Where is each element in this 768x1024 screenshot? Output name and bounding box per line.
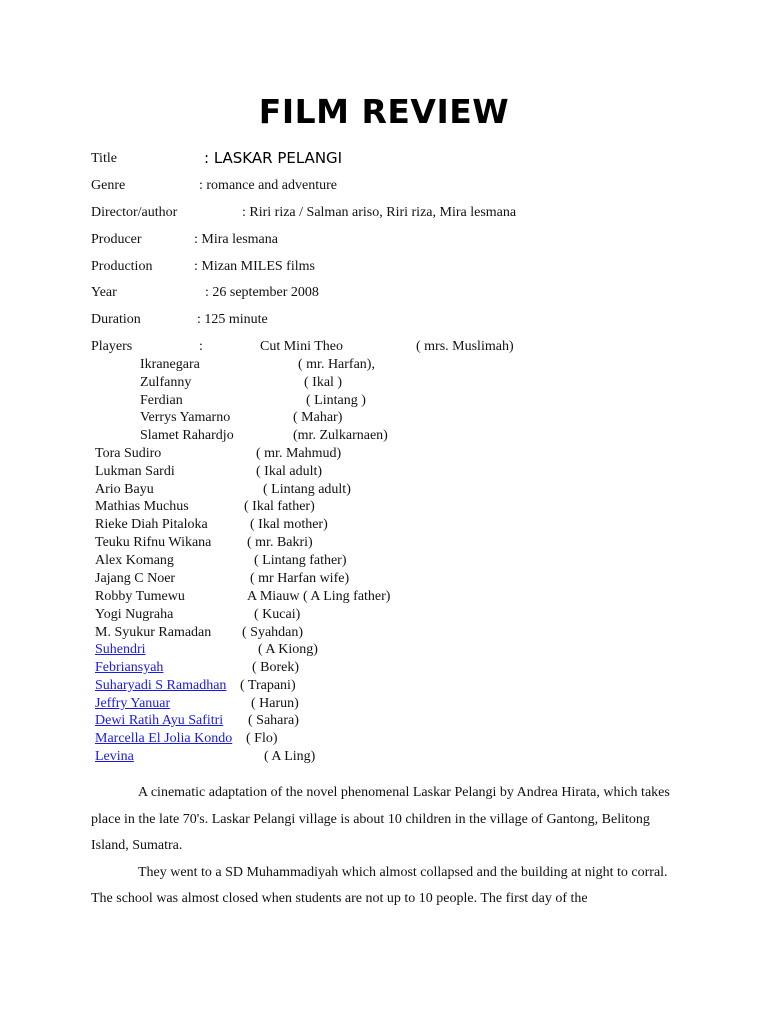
players-label: Players	[91, 339, 133, 354]
cast-role: ( Lintang )	[306, 393, 366, 408]
page-title: FILM REVIEW	[258, 92, 510, 131]
review-paragraph: A cinematic adaptation of the novel phenomenal Laskar Pelangi by Andrea Hirata, which takes place in the late 70's. Laskar Pelangi village is about 10 children in the village of Gantong, Belitong Island, Sumatra.	[91, 785, 670, 854]
cast-role: ( mr Harfan wife)	[250, 571, 350, 586]
year-label: Year	[91, 285, 117, 300]
title-label: Title	[91, 151, 117, 166]
cast-role: ( Ikal father)	[244, 499, 315, 514]
cast-actor-link[interactable]: Jeffry Yanuar	[95, 696, 171, 711]
cast-role: ( Harun)	[251, 696, 299, 711]
year-value: : 26 september 2008	[205, 285, 319, 300]
cast-actor: Tora Sudiro	[95, 446, 162, 461]
production-value: : Mizan MILES films	[194, 259, 315, 274]
cast-role: ( Sahara)	[248, 713, 299, 728]
cast-actor: Ikranegara	[140, 357, 200, 372]
cast-actor: Robby Tumewu	[95, 589, 185, 604]
cast-actor: Jajang C Noer	[95, 571, 176, 586]
cast-actor: Cut Mini Theo	[260, 339, 343, 354]
cast-role: ( mr. Bakri)	[247, 535, 313, 550]
director-value: : Riri riza / Salman ariso, Riri riza, Mira lesmana	[242, 205, 517, 220]
cast-role: ( mr. Harfan),	[298, 357, 375, 372]
cast-actor: Mathias Muchus	[95, 499, 189, 514]
cast-role: ( Mahar)	[293, 410, 343, 425]
producer-label: Producer	[91, 232, 142, 247]
duration-value: : 125 minute	[197, 312, 268, 327]
director-label: Director/author	[91, 205, 178, 220]
cast-actor: Alex Komang	[95, 553, 174, 568]
cast-actor: Slamet Rahardjo	[140, 428, 234, 443]
cast-role: ( Lintang father)	[254, 553, 347, 568]
cast-actor: Verrys Yamarno	[140, 410, 231, 425]
review-paragraph: They went to a SD Muhammadiyah which almost collapsed and the building at night to corral. The school was almost closed when students are not up to 10 people. The first day of the	[91, 864, 668, 907]
cast-actor: Ario Bayu	[95, 482, 154, 497]
cast-role: ( mrs. Muslimah)	[416, 339, 514, 354]
players-colon: :	[199, 339, 203, 354]
cast-actor-link[interactable]: Suhendri	[95, 642, 146, 657]
genre-value: : romance and adventure	[199, 178, 337, 193]
duration-label: Duration	[91, 312, 141, 327]
cast-role: (mr. Zulkarnaen)	[293, 428, 388, 443]
cast-role: ( A Kiong)	[258, 642, 318, 657]
cast-actor: Lukman Sardi	[95, 464, 175, 479]
cast-actor: Yogi Nugraha	[95, 607, 174, 622]
cast-role: ( Kucai)	[254, 607, 301, 622]
cast-role: ( mr. Mahmud)	[256, 446, 342, 461]
cast-role: ( Trapani)	[240, 678, 296, 693]
review-body	[91, 780, 681, 913]
genre-label: Genre	[91, 178, 126, 193]
producer-value: : Mira lesmana	[194, 232, 278, 247]
production-label: Production	[91, 259, 153, 274]
cast-role: ( Syahdan)	[242, 625, 304, 640]
cast-actor-link[interactable]: Levina	[95, 749, 134, 764]
title-value: : LASKAR PELANGI	[204, 149, 343, 167]
cast-actor-link[interactable]: Febriansyah	[95, 660, 164, 675]
cast-role: ( Ikal )	[304, 375, 343, 390]
cast-actor: M. Syukur Ramadan	[95, 625, 212, 640]
cast-actor: Rieke Diah Pitaloka	[95, 517, 208, 532]
cast-role: ( Flo)	[246, 731, 278, 746]
cast-actor-link[interactable]: Suharyadi S Ramadhan	[95, 678, 227, 693]
cast-actor-link[interactable]: Marcella El Jolia Kondo	[95, 731, 233, 746]
cast-role: ( Ikal mother)	[250, 517, 328, 532]
cast-actor-link[interactable]: Dewi Ratih Ayu Safitri	[95, 713, 224, 728]
cast-actor: Ferdian	[140, 393, 183, 408]
cast-role: ( Borek)	[252, 660, 300, 675]
cast-actor: Zulfanny	[140, 375, 192, 390]
cast-role: A Miauw ( A Ling father)	[247, 589, 391, 604]
cast-actor: Teuku Rifnu Wikana	[95, 535, 212, 550]
cast-role: ( A Ling)	[264, 749, 316, 764]
cast-role: ( Lintang adult)	[263, 482, 351, 497]
cast-role: ( Ikal adult)	[256, 464, 323, 479]
